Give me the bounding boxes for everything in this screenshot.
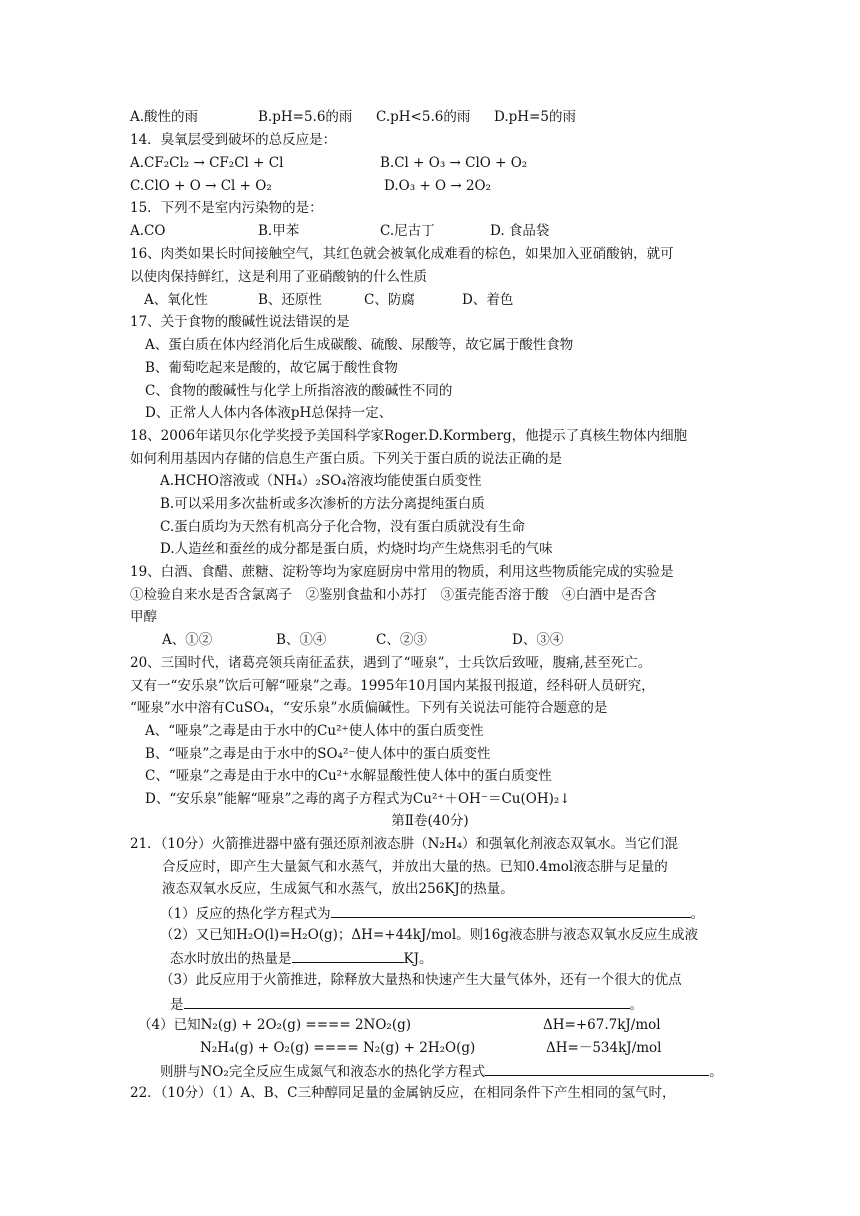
q15-option-d: D. 食品袋 [490,223,550,239]
q20-option-b: B、“哑泉”之毒是由于水中的SO₄²⁻使人体中的蛋白质变性 [145,746,491,762]
q21-part2-line1: （2）又已知H₂O(l)=H₂O(g)；ΔH=+44kJ/mol。则16g液态肼与液态双氧水反应生成液 [160,927,698,943]
q14-option-b: B.Cl + O₃ → ClO + O₂ [380,155,528,171]
q17-option-a: A、蛋白质在体内经消化后生成碳酸、硫酸、尿酸等，故它属于酸性食物 [145,337,574,353]
q16-option-c: C、防腐 [364,292,415,308]
q14-stem: 14．臭氧层受到破坏的总反应是： [130,132,337,148]
q16-option-b: B、还原性 [258,292,322,308]
q13-option-a: A.酸性的雨 [130,109,199,125]
q17-stem: 17、关于食物的酸碱性说法错误的是 [130,314,350,330]
q18-stem-line2: 如何利用基因内存储的信息生产蛋白质。下列关于蛋白质的说法正确的是 [130,451,562,467]
q21-part3-end: 。 [629,997,643,1013]
q19-option-a: A、①② [162,632,213,648]
q17-option-c: C、食物的酸碱性与化学上所指溶液的酸碱性不同的 [145,383,453,399]
q19-option-b: B、①④ [276,632,327,648]
q15-stem: 15．下列不是室内污染物的是： [130,200,323,216]
q21-part1 [160,903,704,923]
q19-option-d: D、③④ [512,632,564,648]
q21-part1-text: （1）反应的热化学方程式为 [160,906,331,922]
q18-option-c: C.蛋白质均为天然有机高分子化合物，没有蛋白质就没有生命 [160,519,526,535]
q14-option-c: C.ClO + O → Cl + O₂ [130,178,272,194]
q13-option-c: C.pH<5.6的雨 [376,109,471,125]
q14-option-a: A.CF₂Cl₂ → CF₂Cl + Cl [130,155,284,171]
q16-option-a: A、氧化性 [144,292,208,308]
q21-part4-eq2-dh: ΔH=－534kJ/mol [546,1040,662,1056]
q20-stem-line3: “哑泉”水中溶有CuSO₄，“安乐泉”水质偏碱性。下列有关说法可能符合题意的是 [130,700,608,716]
q17-option-d: D、正常人人体内各体液pH总保持一定、 [145,405,393,421]
q13-option-b: B.pH=5.6的雨 [258,109,353,125]
q20-stem-line2: 又有一“安乐泉”饮后可解“哑泉”之毒。1995年10月国内某报刊报道，经科研人员研究， [130,678,655,694]
q16-stem-line2: 以使肉保持鲜红，这是利用了亚硝酸钠的什么性质 [130,269,427,285]
q20-option-d: D、“安乐泉”能解“哑泉”之毒的离子方程式为Cu²⁺＋OH⁻＝Cu(OH)₂↓ [145,791,571,807]
q19-stem-line1: 19、白酒、食醋、蔗糖、淀粉等均为家庭厨房中常用的物质，利用这些物质能完成的实验是 [130,564,674,580]
q21-part3-line2 [170,994,643,1014]
q18-stem-line1: 18、2006年诺贝尔化学奖授予美国科学家Roger.D.Kormberg，他提示了真核生物体内细胞 [130,428,688,444]
q21-part4-end: 。 [709,1064,723,1080]
q15-option-a: A.CO [130,223,166,239]
q21-part3-text: 是 [170,997,184,1013]
q21-stem-line1: 21．（10分）火箭推进器中盛有强还原剂液态肼（N₂H₄）和强氧化剂液态双氧水。当它们混 [130,836,679,852]
q21-part4-eq1-dh: ΔH=+67.7kJ/mol [543,1017,661,1033]
q13-option-d: D.pH=5的雨 [494,109,576,125]
q21-part4-answer-blank[interactable] [485,1061,709,1076]
q16-option-d: D、着色 [462,292,514,308]
q20-option-a: A、“哑泉”之毒是由于水中的Cu²⁺使人体中的蛋白质变性 [145,723,484,739]
q20-option-c: C、“哑泉”之毒是由于水中的Cu²⁺水解显酸性使人体中的蛋白质变性 [145,768,552,784]
q17-option-b: B、葡萄吃起来是酸的，故它属于酸性食物 [145,360,398,376]
q21-part2-text: 态水时放出的热量是 [170,951,292,967]
q18-option-a: A.HCHO溶液或（NH₄）₂SO₄溶液均能使蛋白质变性 [160,473,482,489]
q22-stem-line1: 22．（10分）（1）A、B、C三种醇同足量的金属钠反应，在相同条件下产生相同的氢气时， [130,1085,676,1101]
q21-stem-line2: 合反应时，即产生大量氮气和水蒸气，并放出大量的热。已知0.4mol液态肼与足量的 [162,859,668,875]
q21-part2-answer-blank[interactable] [292,948,404,963]
q21-part4-question [160,1061,723,1081]
q21-part2-line2 [170,948,433,968]
q16-stem-line1: 16、肉类如果长时间接触空气，其红色就会被氧化成难看的棕色，如果加入亚硝酸钠，就可 [130,246,674,262]
q21-part4-text: 则肼与NO₂完全反应生成氮气和液态水的热化学方程式 [160,1064,486,1080]
q14-option-d: D.O₃ + O → 2O₂ [384,178,492,194]
q21-part3-line1: （3）此反应用于火箭推进，除释放大量热和快速产生大量气体外，还有一个很大的优点 [160,972,682,988]
q21-part1-end: 。 [690,906,705,922]
q18-option-d: D.人造丝和蚕丝的成分都是蛋白质，灼烧时均产生烧焦羽毛的气味 [160,541,553,557]
q21-part1-answer-blank[interactable] [331,903,691,918]
q21-part4-eq1: （4）已知N₂(g) + 2O₂(g) ==== 2NO₂(g) [138,1017,412,1033]
q21-part3-answer-blank[interactable] [184,994,630,1009]
q20-stem-line1: 20、三国时代，诸葛亮领兵南征孟获，遇到了“哑泉”，士兵饮后致哑，腹痛,甚至死亡。 [130,655,652,671]
q15-option-c: C.尼古丁 [380,223,435,239]
part2-title: 第Ⅱ卷(40分) [391,813,469,829]
q19-option-c: C、②③ [376,632,427,648]
q21-stem-line3: 液态双氧水反应，生成氮气和水蒸气，放出256KJ的热量。 [162,881,514,897]
q18-option-b: B.可以采用多次盐析或多次渗析的方法分离提纯蛋白质 [160,496,485,512]
q15-option-b: B.甲苯 [258,223,300,239]
q19-stem-line3: 甲醇 [130,609,157,625]
q21-part4-eq2: N₂H₄(g) + O₂(g) ==== N₂(g) + 2H₂O(g) [200,1040,476,1056]
q19-stem-line2: ①检验自来水是否含氯离子 ②鉴别食盐和小苏打 ③蛋壳能否溶于酸 ④白酒中是否含 [130,587,657,603]
q21-part2-end: KJ。 [403,951,433,967]
